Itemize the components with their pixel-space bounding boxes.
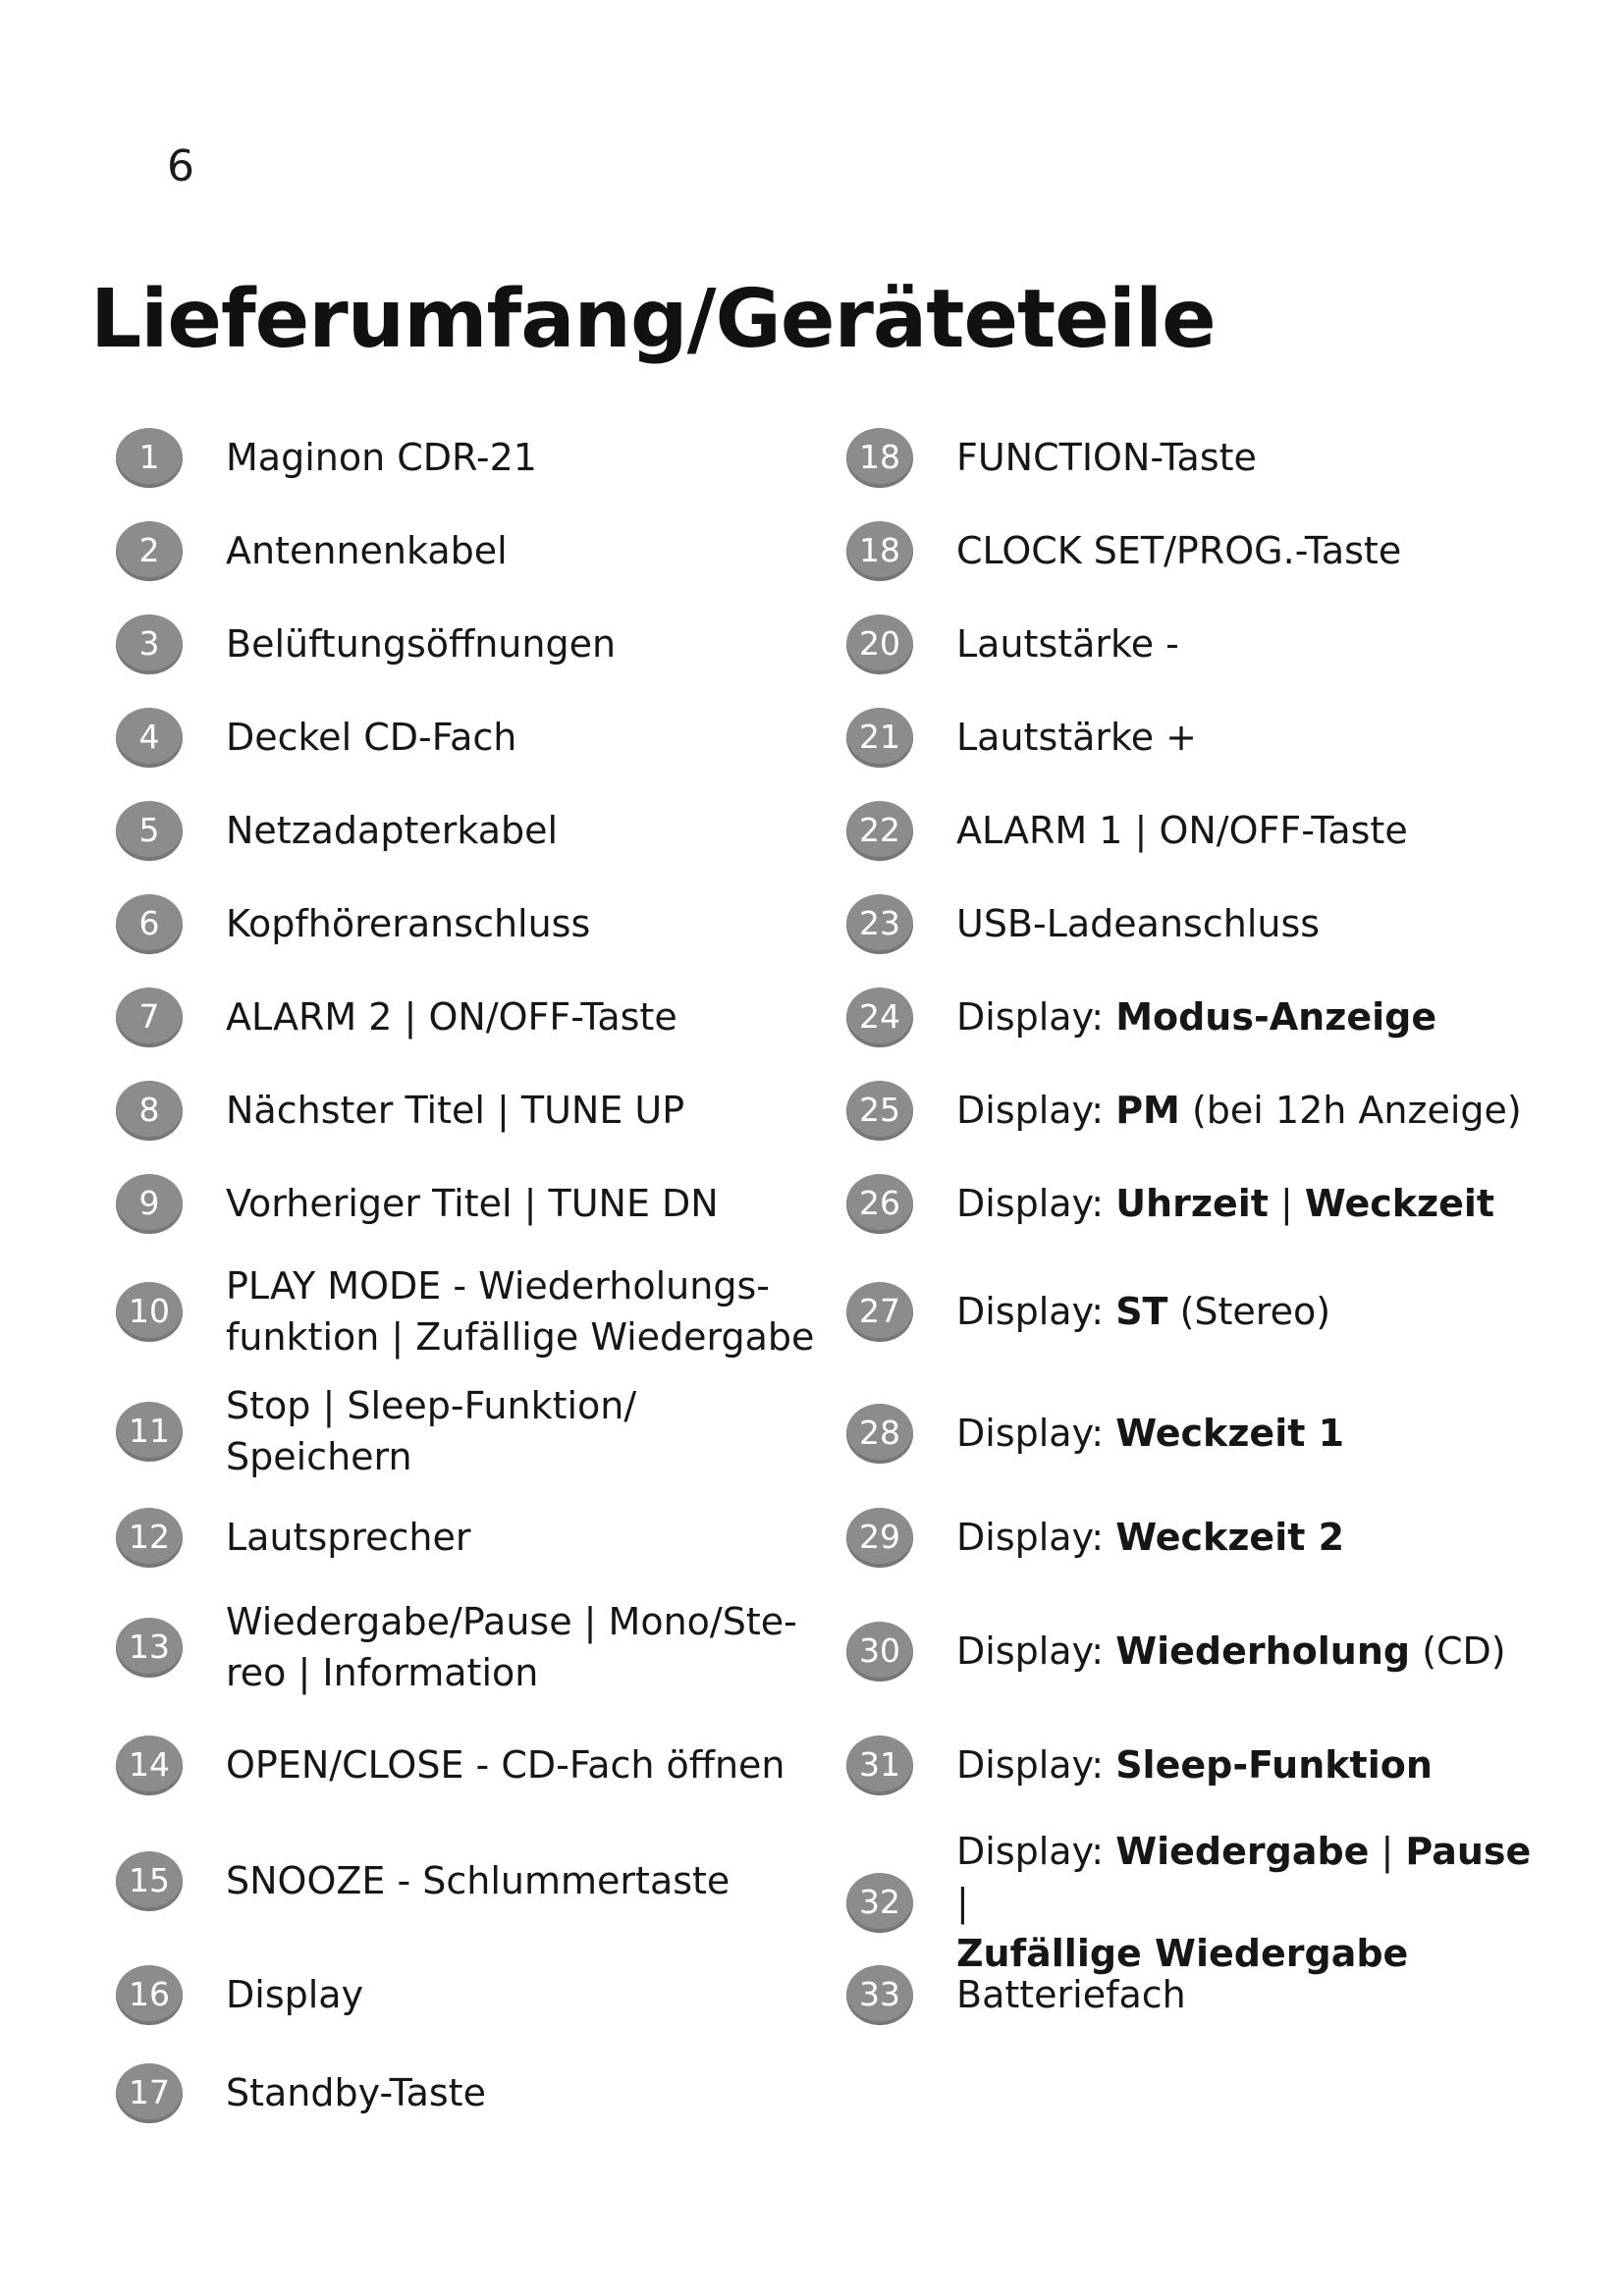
list-item	[846, 988, 1534, 1046]
list-item	[846, 1965, 1534, 2024]
list-item	[116, 1081, 823, 1140]
item-label: Display: Wiederholung (CD)	[956, 1629, 1506, 1673]
list-item	[116, 708, 823, 767]
item-number-badge: 22	[846, 801, 913, 860]
page-title: Lieferumfang/Geräteteile	[90, 273, 1216, 366]
list-item	[846, 1735, 1534, 1794]
list-item	[116, 2063, 823, 2122]
list-item	[846, 708, 1534, 767]
list-item	[846, 1404, 1534, 1463]
item-label: Display: Uhrzeit | Weckzeit	[956, 1182, 1495, 1225]
item-label: Display: ST (Stereo)	[956, 1290, 1331, 1333]
item-label: Nächster Titel | TUNE UP	[226, 1089, 685, 1132]
item-label: Display: Modus-Anzeige	[956, 995, 1437, 1039]
list-item	[116, 1260, 823, 1362]
item-number-badge: 28	[846, 1404, 913, 1463]
list-item	[116, 894, 823, 953]
item-number-badge: 32	[846, 1873, 913, 1932]
list-item	[846, 1826, 1534, 1979]
item-number-badge: 29	[846, 1508, 913, 1567]
item-number-badge: 24	[846, 988, 913, 1046]
item-number-badge: 1	[116, 428, 183, 487]
item-number-badge: 11	[116, 1402, 183, 1461]
item-label: Display	[226, 1973, 364, 2016]
item-label: USB-Ladeanschluss	[956, 902, 1321, 945]
item-label: SNOOZE - Schlummertaste	[226, 1859, 731, 1902]
item-number-badge: 17	[116, 2063, 183, 2122]
item-label: Maginon CDR-21	[226, 436, 537, 479]
item-number-badge: 5	[116, 801, 183, 860]
item-number-badge: 7	[116, 988, 183, 1046]
item-number-badge: 21	[846, 708, 913, 767]
item-label: Belüftungsöffnungen	[226, 622, 617, 666]
list-item	[116, 428, 823, 487]
page-number: 6	[167, 141, 194, 191]
list-item	[116, 614, 823, 673]
item-label: ALARM 2 | ON/OFF-Taste	[226, 995, 677, 1039]
list-item	[116, 1508, 823, 1567]
item-label: Display: Wiedergabe | Pause | Zufällige Wiedergabe	[956, 1830, 1532, 1975]
item-label: Wiedergabe/Pause | Mono/Ste- reo | Information	[226, 1600, 797, 1694]
item-number-badge: 25	[846, 1081, 913, 1140]
item-number-badge: 14	[116, 1735, 183, 1794]
item-label: Kopfhöreranschluss	[226, 902, 591, 945]
list-item	[846, 1174, 1534, 1233]
item-number-badge: 4	[116, 708, 183, 767]
item-label: Stop | Sleep-Funktion/ Speichern	[226, 1384, 637, 1478]
item-label: Display: PM (bei 12h Anzeige)	[956, 1089, 1522, 1132]
list-item	[116, 801, 823, 860]
item-label: Lautstärke -	[956, 622, 1179, 666]
list-item	[116, 1380, 823, 1482]
item-label: Display: Sleep-Funktion	[956, 1743, 1433, 1787]
item-label: Vorheriger Titel | TUNE DN	[226, 1182, 719, 1225]
list-item	[846, 1081, 1534, 1140]
item-number-badge: 18	[846, 521, 913, 580]
item-number-badge: 13	[116, 1618, 183, 1677]
item-number-badge: 30	[846, 1622, 913, 1681]
item-label: Deckel CD-Fach	[226, 716, 517, 759]
list-item	[116, 1735, 823, 1794]
list-item	[846, 1282, 1534, 1341]
item-number-badge: 33	[846, 1965, 913, 2024]
list-item	[116, 1965, 823, 2024]
list-item	[116, 988, 823, 1046]
item-label: Lautsprecher	[226, 1516, 471, 1559]
item-label: Batteriefach	[956, 1973, 1186, 2016]
item-number-badge: 12	[116, 1508, 183, 1567]
item-label: Standby-Taste	[226, 2071, 486, 2114]
item-label: FUNCTION-Taste	[956, 436, 1257, 479]
list-item	[116, 1174, 823, 1233]
list-item	[116, 521, 823, 580]
item-number-badge: 18	[846, 428, 913, 487]
item-number-badge: 27	[846, 1282, 913, 1341]
list-item	[846, 614, 1534, 673]
item-number-badge: 20	[846, 614, 913, 673]
item-number-badge: 2	[116, 521, 183, 580]
item-number-badge: 26	[846, 1174, 913, 1233]
item-number-badge: 3	[116, 614, 183, 673]
list-item	[846, 894, 1534, 953]
list-item	[846, 1622, 1534, 1681]
item-label: Netzadapterkabel	[226, 809, 559, 852]
item-number-badge: 6	[116, 894, 183, 953]
list-item	[846, 428, 1534, 487]
item-number-badge: 10	[116, 1282, 183, 1341]
item-number-badge: 8	[116, 1081, 183, 1140]
list-item	[116, 1851, 823, 1910]
item-number-badge: 23	[846, 894, 913, 953]
item-number-badge: 9	[116, 1174, 183, 1233]
item-label: Antennenkabel	[226, 529, 508, 572]
item-label: Display: Weckzeit 2	[956, 1516, 1345, 1559]
list-item	[846, 801, 1534, 860]
item-label: OPEN/CLOSE - CD-Fach öffnen	[226, 1743, 785, 1787]
list-item	[846, 521, 1534, 580]
item-label: ALARM 1 | ON/OFF-Taste	[956, 809, 1408, 852]
item-label: Lautstärke +	[956, 716, 1197, 759]
item-label: CLOCK SET/PROG.-Taste	[956, 529, 1402, 572]
item-number-badge: 15	[116, 1851, 183, 1910]
item-label: PLAY MODE - Wiederholungs- funktion | Zufällige Wiedergabe	[226, 1264, 815, 1359]
list-item	[116, 1596, 823, 1698]
list-item	[846, 1508, 1534, 1567]
item-label: Display: Weckzeit 1	[956, 1412, 1345, 1455]
item-number-badge: 31	[846, 1735, 913, 1794]
item-number-badge: 16	[116, 1965, 183, 2024]
